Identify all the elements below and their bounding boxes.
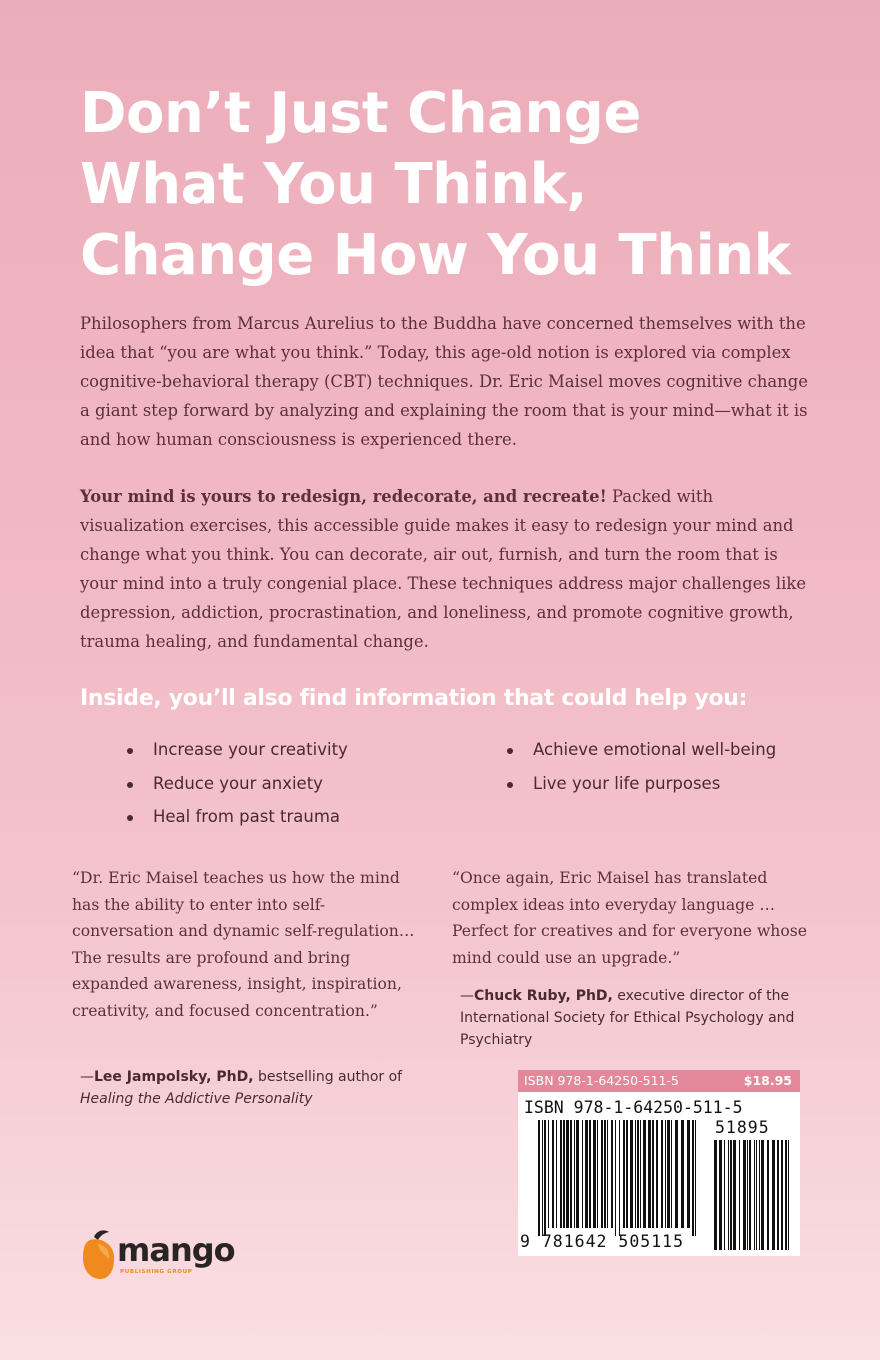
barcode-bars-icon: [538, 1120, 696, 1236]
barcode-bar: [615, 1120, 616, 1236]
benefit-item: Achieve emotional well-being: [505, 740, 776, 774]
barcode-area: [518, 1092, 800, 1256]
barcode-bar: [560, 1120, 562, 1228]
barcode-bar: [593, 1120, 596, 1228]
description-paragraph-2: [80, 482, 810, 656]
barcode-bar: [648, 1120, 651, 1228]
attribution-name: Chuck Ruby, PhD,: [474, 988, 613, 1004]
testimonial-quote-left: “Dr. Eric Maisel teaches us how the mind has the ability to enter into self-conversation and dynamic self-regulation… The results are profound and bring expanded awareness, insight, inspiration, creativity, and focused concentration.”: [72, 869, 415, 1020]
publisher-logo: [80, 1228, 260, 1288]
testimonial-attribution-left: [80, 1066, 450, 1110]
isbn-label: ISBN 978-1-64250-511-5: [524, 1073, 679, 1088]
barcode-bar: [563, 1120, 565, 1228]
description-lead: Your mind is yours to redesign, redecorate, and recreate!: [80, 487, 607, 506]
barcode-bar: [756, 1140, 757, 1250]
barcode-bar: [687, 1120, 690, 1228]
barcode-bar: [601, 1120, 603, 1228]
addon-barcode-bars-icon: [714, 1140, 794, 1250]
publisher-subtitle: PUBLISHING GROUP: [120, 1269, 193, 1275]
barcode-bar: [785, 1140, 787, 1250]
barcode-bar: [747, 1140, 748, 1250]
barcode-bar: [542, 1120, 543, 1236]
barcode-bar: [582, 1120, 583, 1228]
barcode-bar: [637, 1120, 639, 1228]
attribution-dash: —: [80, 1069, 94, 1085]
attribution-role: bestselling author of: [253, 1069, 403, 1085]
barcode-bar: [538, 1120, 540, 1236]
barcode-bar: [675, 1120, 678, 1228]
benefit-item: Live your life purposes: [505, 774, 776, 808]
barcode-block: [518, 1070, 800, 1256]
barcode-addon-digits: 51895: [715, 1118, 770, 1137]
description-paragraph-1: Philosophers from Marcus Aurelius to the Buddha have concerned themselves with the idea that “you are what you think.” Today, this age-old notion is explored via complex cognitive-behavioral therapy (CBT) techniques. Dr. Eric Maisel moves cognitive change a giant step forward by analyzing and explaining the room that is your mind—what it is and how human consciousness is experienced there.: [80, 314, 808, 449]
headline-line-1: Don’t Just Change: [80, 81, 641, 146]
publisher-name: mango: [117, 1231, 235, 1269]
attribution-book-title: Healing the Addictive Personality: [80, 1091, 313, 1107]
barcode-bar: [692, 1120, 694, 1236]
testimonial-attribution-right: [460, 985, 820, 1051]
barcode-bar: [661, 1120, 663, 1228]
barcode-bar: [566, 1120, 569, 1228]
headline: [80, 78, 840, 291]
barcode-bar: [552, 1120, 554, 1228]
attribution-dash: —: [460, 988, 474, 1004]
barcode-bar: [604, 1120, 606, 1228]
inside-heading: Inside, you’ll also find information that could help you:: [80, 686, 748, 711]
attribution-role: executive director of the International Society for Ethical Psychology and Psychiatry: [460, 988, 795, 1048]
barcode-bar: [714, 1140, 717, 1250]
barcode-bar: [611, 1120, 613, 1228]
barcode-bar: [635, 1120, 636, 1228]
barcode-bar: [626, 1120, 628, 1228]
barcode-bar: [754, 1140, 755, 1250]
barcode-bar: [724, 1140, 725, 1250]
barcode-bar: [548, 1120, 549, 1228]
barcode-bar: [728, 1140, 729, 1250]
barcode-bar: [585, 1120, 588, 1228]
benefits-list-right: [505, 740, 776, 807]
barcode-bar: [749, 1140, 751, 1250]
barcode-bar: [777, 1140, 779, 1250]
barcode-bar: [681, 1120, 684, 1228]
attribution-name: Lee Jampolsky, PhD,: [94, 1069, 254, 1085]
ean-digits: 9 781642 505115: [520, 1232, 685, 1251]
barcode-bar: [556, 1120, 557, 1228]
barcode-bar: [730, 1140, 732, 1250]
headline-line-3: Change How You Think: [80, 223, 791, 288]
barcode-bar: [607, 1120, 608, 1228]
description-body: Packed with visualization exercises, this accessible guide makes it easy to redesign your mind and change what you think. You can decorate, air out, furnish, and turn the room that is your mind into a truly congenial place. These techniques address major challenges like depression, addiction, procrastination, and loneliness, and promote cognitive growth, trauma healing, and fundamental change.: [80, 487, 807, 651]
barcode-bar: [781, 1140, 783, 1250]
barcode-bar: [619, 1120, 620, 1236]
barcode-bar: [630, 1120, 633, 1228]
barcode-bar: [597, 1120, 598, 1228]
benefit-item: Heal from past trauma: [125, 807, 348, 841]
barcode-bar: [767, 1140, 769, 1250]
benefit-item: Reduce your anxiety: [125, 774, 348, 808]
barcode-bar: [788, 1140, 789, 1250]
barcode-bar: [719, 1140, 722, 1250]
price-label: $18.95: [743, 1073, 792, 1088]
barcode-bar: [667, 1120, 670, 1228]
barcode-bar: [761, 1140, 764, 1250]
barcode-bar: [733, 1140, 736, 1250]
testimonial-quote-right: “Once again, Eric Maisel has translated complex ideas into everyday language … Perfect for creatives and for everyone whose mind could use an upgrade.”: [452, 869, 807, 967]
benefits-list-left: [125, 740, 348, 841]
barcode-bar: [640, 1120, 641, 1228]
mango-fruit-icon: [80, 1228, 120, 1284]
barcode-bar: [643, 1120, 646, 1228]
isbn-printed: ISBN 978-1-64250-511-5: [524, 1098, 743, 1117]
barcode-bar: [589, 1120, 591, 1228]
barcode-bar: [652, 1120, 654, 1228]
benefit-item: Increase your creativity: [125, 740, 348, 774]
headline-line-2: What You Think,: [80, 152, 588, 217]
barcode-bar: [739, 1140, 740, 1250]
barcode-bar: [623, 1120, 625, 1228]
barcode-bar: [743, 1140, 746, 1250]
barcode-bar: [695, 1120, 696, 1236]
isbn-price-band: [518, 1070, 800, 1092]
barcode-bar: [570, 1120, 572, 1228]
barcode-bar: [656, 1120, 658, 1228]
barcode-bar: [759, 1140, 760, 1250]
barcode-bar: [544, 1120, 546, 1236]
barcode-bar: [576, 1120, 579, 1228]
barcode-bar: [665, 1120, 666, 1228]
barcode-bar: [671, 1120, 672, 1228]
barcode-bar: [574, 1120, 575, 1228]
barcode-bar: [772, 1140, 775, 1250]
